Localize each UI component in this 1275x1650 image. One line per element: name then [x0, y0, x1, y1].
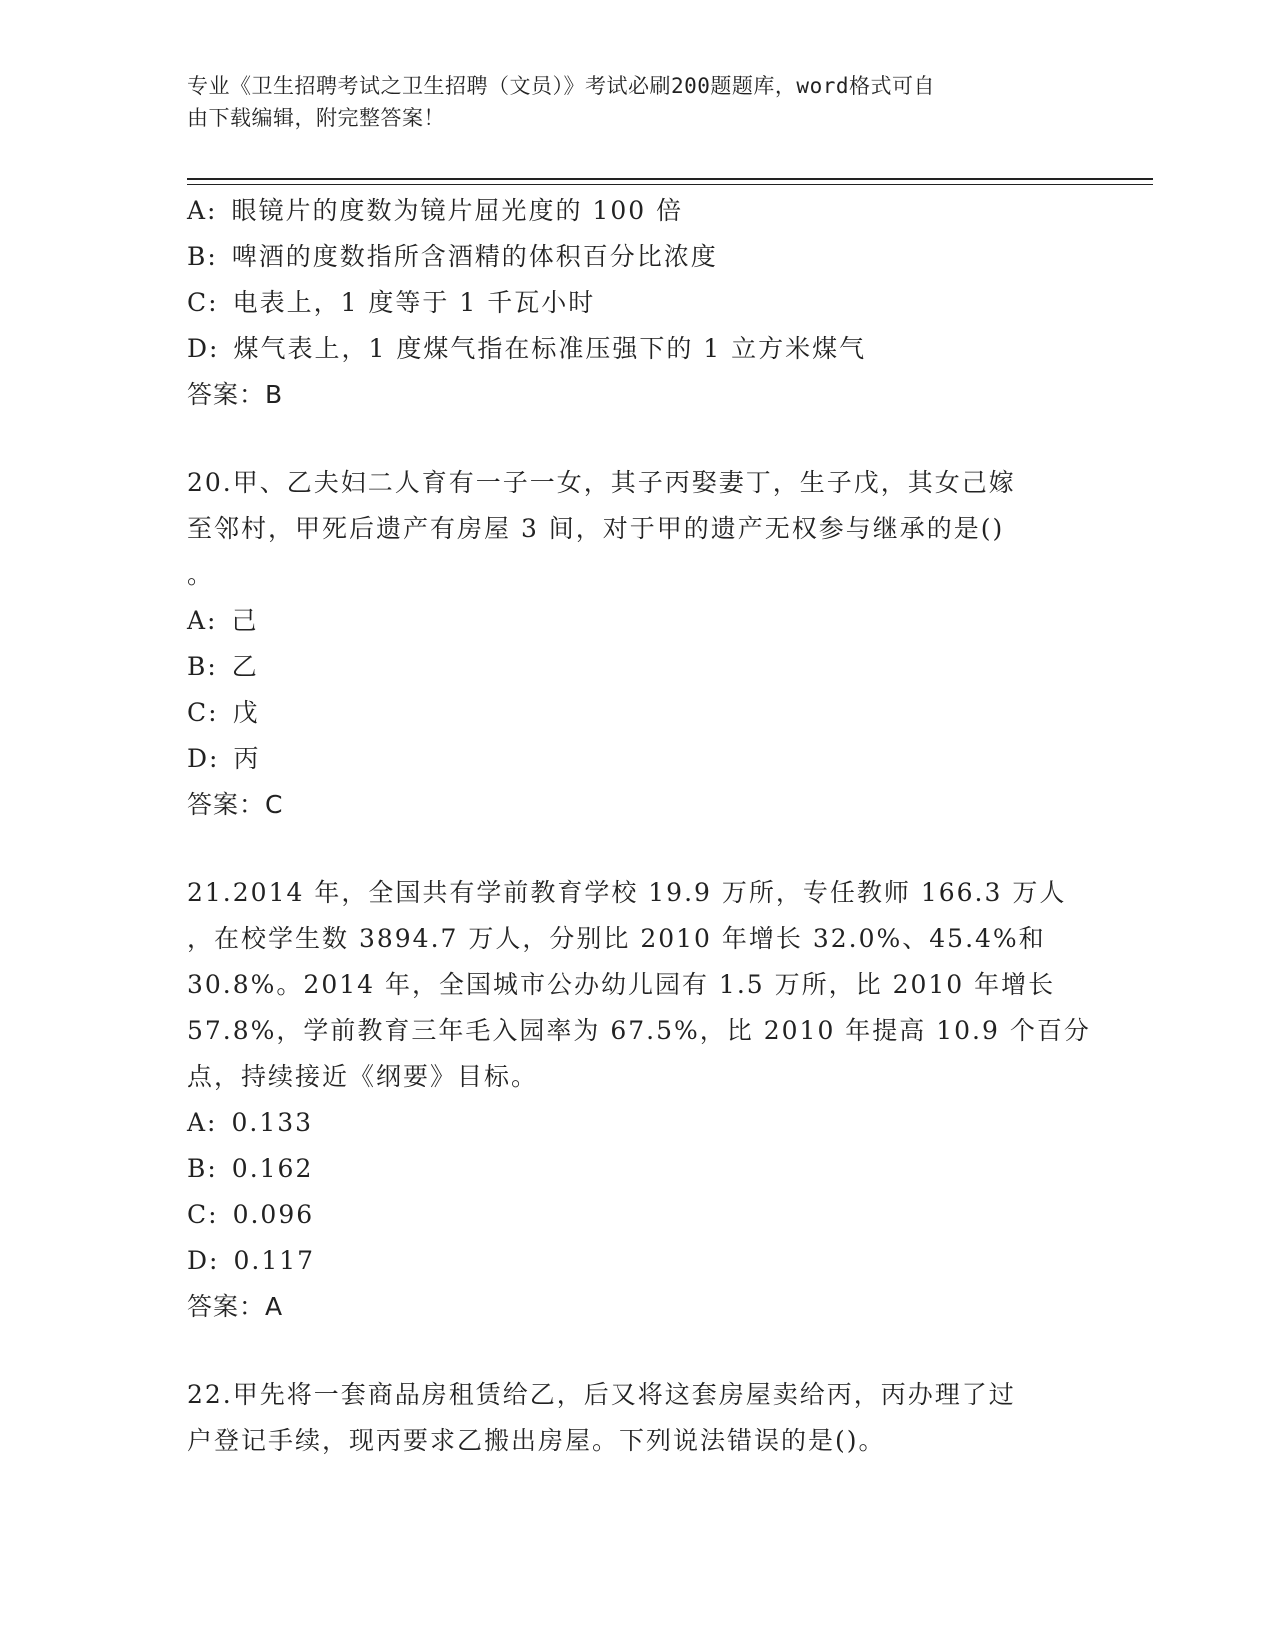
- question-stem-line: 20.甲、乙夫妇二人育有一子一女，其子丙娶妻丁，生子戊，其女己嫁: [187, 468, 1016, 497]
- option-label: D:: [187, 334, 220, 363]
- option-a: [187, 1100, 1087, 1146]
- option-label: C:: [187, 698, 219, 727]
- option-text: 电表上，1 度等于 1 千瓦小时: [232, 288, 596, 317]
- option-text: 眼镜片的度数为镜片屈光度的 100 倍: [231, 196, 684, 225]
- option-label: A:: [187, 196, 218, 225]
- option-text: 啤酒的度数指所含酒精的体积百分比浓度: [231, 242, 718, 271]
- option-text: 乙: [231, 652, 259, 681]
- document-header: [187, 70, 1067, 134]
- option-b: [187, 1146, 1087, 1192]
- option-text: 戊: [232, 698, 260, 727]
- option-c: [187, 1192, 1087, 1238]
- spacer: [187, 418, 1087, 460]
- question-stem-line: 至邻村，甲死后遗产有房屋 3 间，对于甲的遗产无权参与继承的是(): [187, 514, 1005, 543]
- spacer: [187, 1330, 1087, 1372]
- option-text: 0.096: [232, 1200, 315, 1229]
- question-21: [187, 870, 1091, 1330]
- header-divider-thin: [187, 184, 1153, 185]
- option-label: D:: [187, 1246, 220, 1275]
- option-label: A:: [187, 606, 218, 635]
- option-text: 煤气表上，1 度煤气指在标准压强下的 1 立方米煤气: [233, 334, 867, 363]
- option-text: 0.133: [231, 1108, 314, 1137]
- option-b: [187, 234, 1087, 280]
- answer-line: 答案：B: [187, 380, 284, 409]
- option-label: B:: [187, 242, 218, 271]
- option-c: [187, 280, 1087, 326]
- option-label: B:: [187, 1154, 218, 1183]
- header-line-2: 由下载编辑，附完整答案！: [187, 106, 445, 130]
- question-22: [187, 1372, 1087, 1464]
- header-line-1: 专业《卫生招聘考试之卫生招聘（文员）》考试必刷200题题库，word格式可自: [187, 74, 935, 98]
- option-label: D:: [187, 744, 220, 773]
- answer-line: 答案：C: [187, 790, 284, 819]
- option-d: [187, 1238, 1087, 1284]
- option-text: 0.162: [231, 1154, 314, 1183]
- option-d: [187, 736, 1087, 782]
- question-stem-line: 57.8%，学前教育三年毛入园率为 67.5%，比 2010 年提高 10.9 个百分: [187, 1016, 1091, 1045]
- option-text: 丙: [233, 744, 261, 773]
- option-label: C:: [187, 1200, 219, 1229]
- question-list: [187, 188, 1091, 1464]
- header-divider-thick: [187, 178, 1153, 180]
- option-a: [187, 598, 1087, 644]
- question-19: [187, 188, 1087, 418]
- option-text: 0.117: [233, 1246, 316, 1275]
- option-b: [187, 644, 1087, 690]
- spacer: [187, 828, 1087, 870]
- question-stem-line: 30.8%。2014 年，全国城市公办幼儿园有 1.5 万所，比 2010 年增长: [187, 970, 1056, 999]
- option-label: A:: [187, 1108, 218, 1137]
- question-stem-line: 。: [187, 560, 215, 589]
- question-stem-line: 户登记手续，现丙要求乙搬出房屋。下列说法错误的是()。: [187, 1426, 886, 1455]
- option-label: C:: [187, 288, 219, 317]
- answer-line: 答案：A: [187, 1292, 284, 1321]
- question-stem-line: 22.甲先将一套商品房租赁给乙，后又将这套房屋卖给丙，丙办理了过: [187, 1380, 1016, 1409]
- question-stem-line: 点，持续接近《纲要》目标。: [187, 1062, 539, 1091]
- question-20: [187, 460, 1087, 828]
- option-text: 己: [231, 606, 259, 635]
- option-c: [187, 690, 1087, 736]
- option-label: B:: [187, 652, 218, 681]
- question-stem-line: 21.2014 年，全国共有学前教育学校 19.9 万所，专任教师 166.3 万人: [187, 878, 1067, 907]
- question-stem-line: ，在校学生数 3894.7 万人，分别比 2010 年增长 32.0%、45.4%和: [187, 924, 1046, 953]
- option-d: [187, 326, 1087, 372]
- option-a: [187, 188, 1087, 234]
